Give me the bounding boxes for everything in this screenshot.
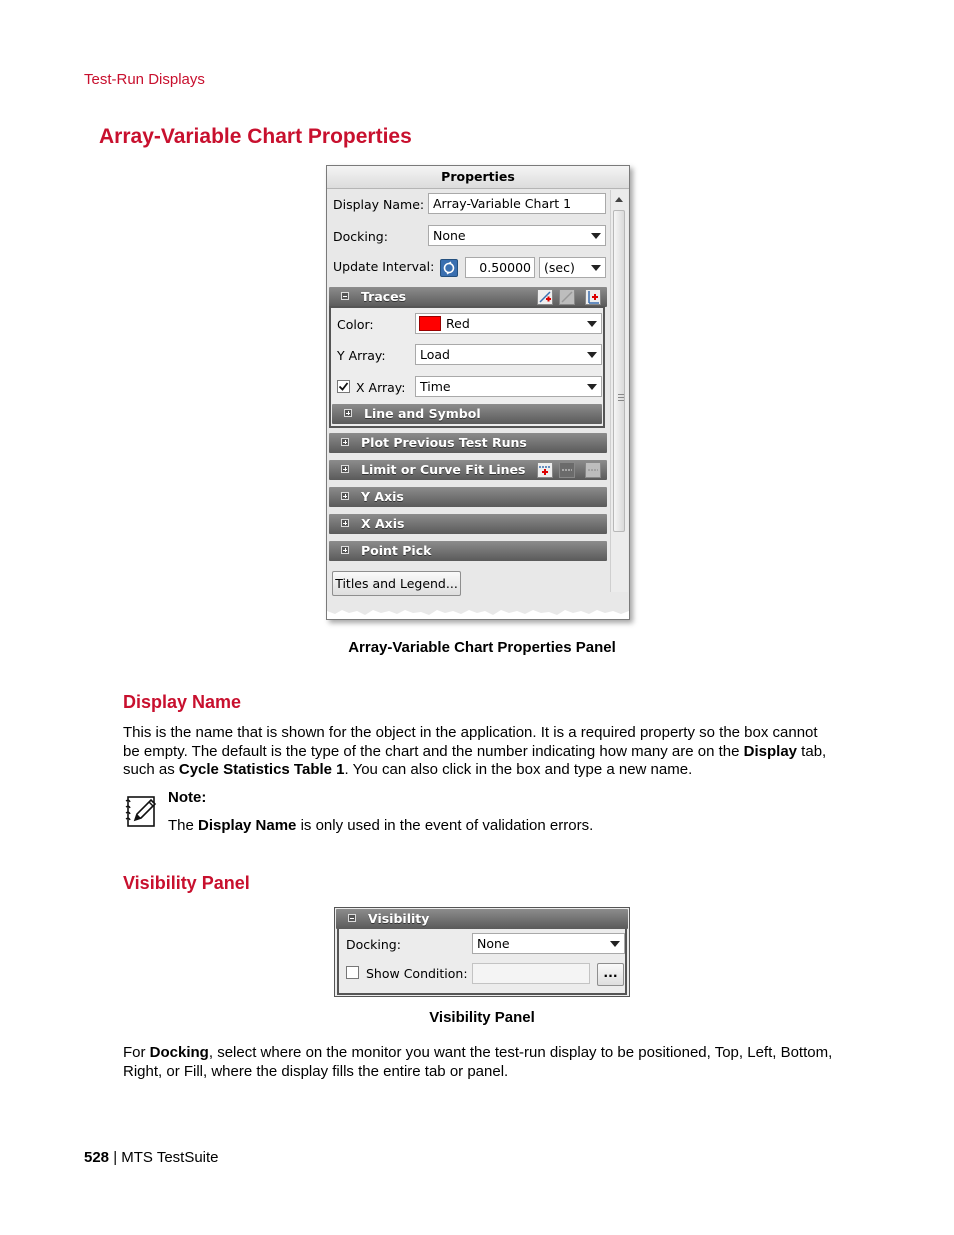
note-icon xyxy=(124,794,158,828)
product-name: MTS TestSuite xyxy=(121,1149,219,1166)
chevron-down-icon xyxy=(610,941,620,947)
chevron-down-icon xyxy=(587,384,597,390)
line-symbol-label: Line and Symbol xyxy=(364,406,481,421)
paragraph-line: Right, or Fill, where the display fills the entire tab or panel. xyxy=(123,1062,509,1080)
visibility-group xyxy=(337,929,627,995)
point-pick-section-header[interactable] xyxy=(329,541,607,561)
visibility-docking-dropdown[interactable] xyxy=(472,933,625,954)
docking-label: Docking: xyxy=(333,229,388,244)
color-swatch xyxy=(419,316,441,331)
update-interval-unit-dropdown[interactable] xyxy=(539,257,606,278)
remove-trace-icon[interactable] xyxy=(559,289,575,305)
x-array-dropdown[interactable] xyxy=(415,376,602,397)
titles-legend-button[interactable]: Titles and Legend... xyxy=(332,571,461,596)
update-interval-label: Update Interval: xyxy=(333,259,435,274)
y-array-label: Y Array: xyxy=(337,348,386,363)
color-value: Red xyxy=(446,316,470,331)
properties-panel xyxy=(326,165,630,620)
x-array-checkbox[interactable] xyxy=(337,380,350,393)
traces-section-header[interactable] xyxy=(329,287,607,307)
visibility-docking-label: Docking: xyxy=(346,937,401,952)
scrollbar[interactable] xyxy=(610,190,628,592)
figure-caption: Array-Variable Chart Properties Panel xyxy=(348,639,616,656)
show-condition-ellipsis-button[interactable]: ... xyxy=(597,963,624,986)
remove-limit-line-icon[interactable] xyxy=(559,462,575,478)
paragraph-line: For Docking, select where on the monitor you want the test-run display to be positioned, Top, Left, Bottom, xyxy=(123,1044,833,1061)
visibility-docking-value: None xyxy=(477,936,510,951)
torn-edge xyxy=(327,605,629,619)
scroll-up-icon[interactable] xyxy=(615,197,623,202)
expand-icon xyxy=(341,492,349,500)
section-title: Array-Variable Chart Properties xyxy=(99,125,412,148)
add-trace-icon[interactable] xyxy=(537,289,553,305)
visibility-section-header[interactable] xyxy=(336,909,628,929)
show-condition-checkbox[interactable] xyxy=(346,966,359,979)
line-symbol-section-header[interactable] xyxy=(332,404,602,424)
color-label: Color: xyxy=(337,317,374,332)
y-axis-section-header[interactable] xyxy=(329,487,607,507)
show-condition-field[interactable] xyxy=(472,963,590,984)
docking-value: None xyxy=(433,228,466,243)
x-array-value: Time xyxy=(420,379,451,394)
grip-line xyxy=(618,397,624,398)
chevron-down-icon xyxy=(591,233,601,239)
page-footer: 528 | MTS TestSuite xyxy=(84,1149,219,1166)
expand-icon xyxy=(341,438,349,446)
y-array-dropdown[interactable] xyxy=(415,344,602,365)
visibility-caption: Visibility Panel xyxy=(429,1009,535,1026)
chevron-down-icon xyxy=(591,265,601,271)
limit-curve-section-header[interactable] xyxy=(329,460,607,480)
grip-line xyxy=(618,400,624,401)
plot-previous-label: Plot Previous Test Runs xyxy=(361,435,527,450)
y-axis-label: Y Axis xyxy=(361,489,404,504)
traces-label: Traces xyxy=(361,289,407,304)
note-text: The Display Name is only used in the event of validation errors. xyxy=(168,817,594,834)
display-name-label: Display Name: xyxy=(333,197,425,212)
scrollbar-thumb[interactable] xyxy=(613,210,625,532)
x-axis-label: X Axis xyxy=(361,516,405,531)
expand-icon xyxy=(341,519,349,527)
page-number: 528 xyxy=(84,1149,110,1166)
update-interval-field[interactable]: 0.50000 xyxy=(465,257,535,278)
docking-dropdown[interactable] xyxy=(428,225,606,246)
expand-icon xyxy=(344,409,352,417)
expand-icon xyxy=(341,546,349,554)
grip-line xyxy=(618,394,624,395)
color-dropdown[interactable] xyxy=(415,313,602,334)
breadcrumb: Test-Run Displays xyxy=(84,71,205,88)
collapse-icon xyxy=(341,292,349,300)
traces-group xyxy=(329,306,605,428)
display-name-heading: Display Name xyxy=(123,692,242,712)
chevron-down-icon xyxy=(587,321,597,327)
paragraph-line: such as Cycle Statistics Table 1. You can also click in the box and type a new name. xyxy=(123,761,693,778)
x-array-label: X Array: xyxy=(356,380,406,395)
add-limit-line-icon[interactable] xyxy=(537,462,553,478)
note-title: Note: xyxy=(168,789,207,806)
collapse-icon xyxy=(348,914,356,922)
limit-curve-label: Limit or Curve Fit Lines xyxy=(361,462,526,477)
y-array-value: Load xyxy=(420,347,450,362)
visibility-heading: Visibility Panel xyxy=(123,873,250,893)
chevron-down-icon xyxy=(587,352,597,358)
limit-line-options-icon[interactable] xyxy=(585,462,601,478)
display-name-paragraph xyxy=(123,724,853,780)
expand-icon xyxy=(341,465,349,473)
point-pick-label: Point Pick xyxy=(361,543,432,558)
link-icon[interactable] xyxy=(440,259,458,277)
plot-previous-section-header[interactable] xyxy=(329,433,607,453)
properties-panel-title: Properties xyxy=(327,166,629,189)
update-interval-unit: (sec) xyxy=(544,260,575,275)
show-condition-label: Show Condition: xyxy=(366,966,468,981)
display-name-field[interactable]: Array-Variable Chart 1 xyxy=(428,193,606,214)
docking-paragraph xyxy=(123,1044,863,1081)
visibility-panel xyxy=(334,907,630,997)
paragraph-line: This is the name that is shown for the object in the application. It is a required property so the box cannot xyxy=(123,724,818,741)
trace-options-icon[interactable] xyxy=(585,289,601,305)
x-axis-section-header[interactable] xyxy=(329,514,607,534)
paragraph-line: be empty. The default is the type of the chart and the number indicating how many are on the Display tab, xyxy=(123,742,827,760)
visibility-title: Visibility xyxy=(368,911,430,926)
